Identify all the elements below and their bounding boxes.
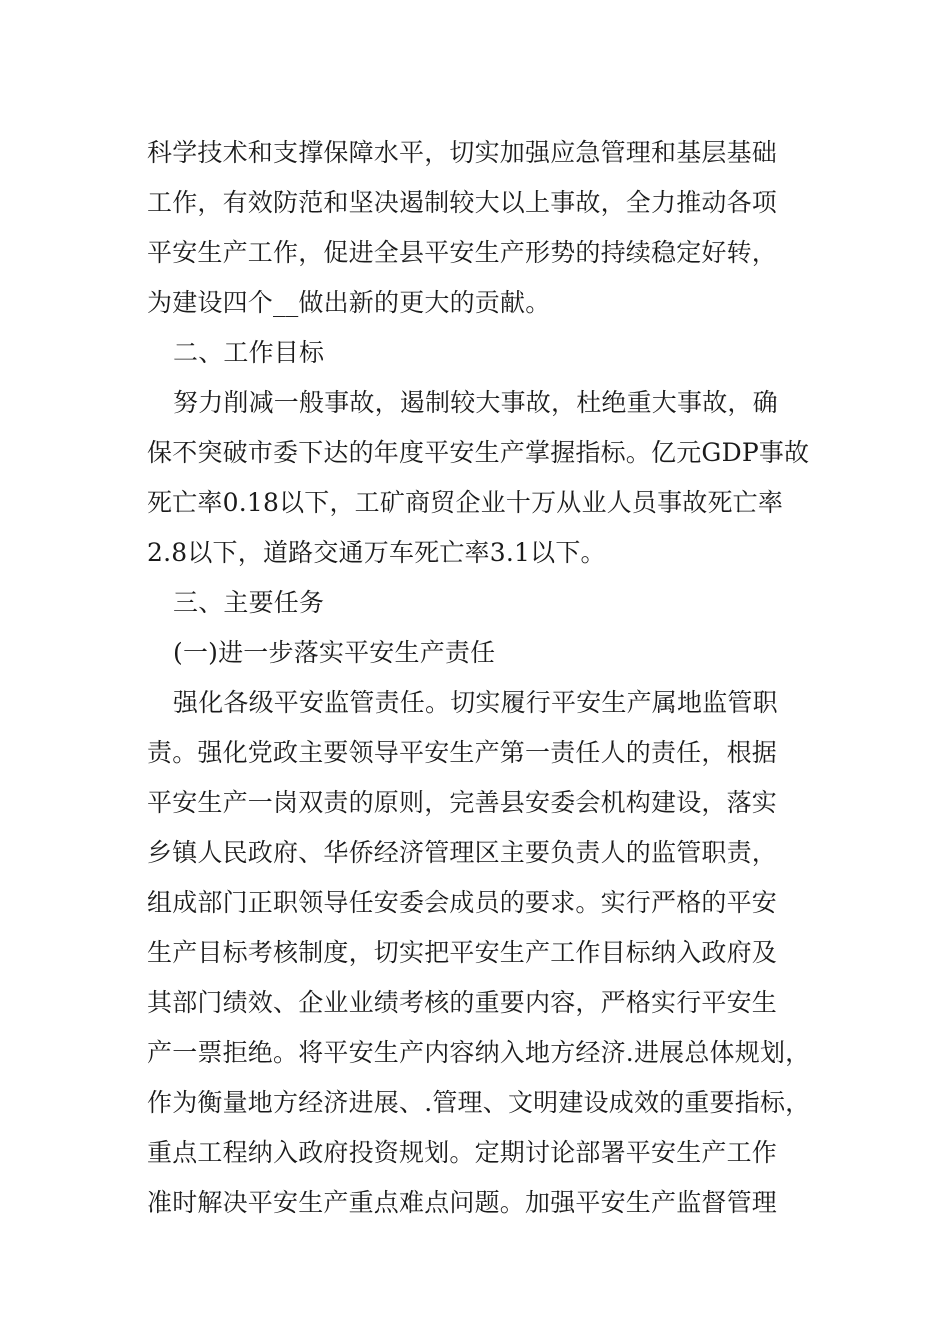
text-line: 工作，有效防范和坚决遏制较大以上事故，全力推动各项 <box>147 188 778 217</box>
text-line: 作为衡量地方经济进展、.管理、文明建设成效的重要指标， <box>147 1088 811 1117</box>
text-line: 科学技术和支撑保障水平，切实加强应急管理和基层基础 <box>147 138 778 167</box>
text-line: 死亡率0.18以下，工矿商贸企业十万从业人员事故死亡率 <box>147 488 784 517</box>
subsection-heading: (一)进一步落实平安生产责任 <box>173 638 496 667</box>
text-line: 乡镇人民政府、华侨经济管理区主要负责人的监管职责， <box>147 838 778 867</box>
text-line: 重点工程纳入政府投资规划。定期讨论部署平安生产工作 <box>147 1138 778 1167</box>
text-line: 组成部门正职领导任安委会成员的要求。实行严格的平安 <box>147 888 778 917</box>
text-line: 2.8以下，道路交通万车死亡率3.1以下。 <box>147 538 606 567</box>
text-line: 平安生产工作，促进全县平安生产形势的持续稳定好转， <box>147 238 778 267</box>
section-heading: 三、主要任务 <box>173 588 325 617</box>
text-line: 平安生产一岗双责的原则，完善县安委会机构建设，落实 <box>147 788 778 817</box>
section-heading: 二、工作目标 <box>173 338 325 367</box>
text-line: 产一票拒绝。将平安生产内容纳入地方经济.进展总体规划， <box>147 1038 811 1067</box>
text-line: 努力削减一般事故，遏制较大事故，杜绝重大事故，确 <box>173 388 778 417</box>
text-line: 准时解决平安生产重点难点问题。加强平安生产监督管理 <box>147 1188 778 1217</box>
text-line: 强化各级平安监管责任。切实履行平安生产属地监管职 <box>173 688 778 717</box>
text-line: 其部门绩效、企业业绩考核的重要内容，严格实行平安生 <box>147 988 778 1017</box>
text-line: 为建设四个__做出新的更大的贡献。 <box>147 288 551 317</box>
text-line: 保不突破市委下达的年度平安生产掌握指标。亿元GDP事故 <box>147 438 810 467</box>
text-line: 生产目标考核制度，切实把平安生产工作目标纳入政府及 <box>147 938 778 967</box>
text-line: 责。强化党政主要领导平安生产第一责任人的责任，根据 <box>147 738 778 767</box>
